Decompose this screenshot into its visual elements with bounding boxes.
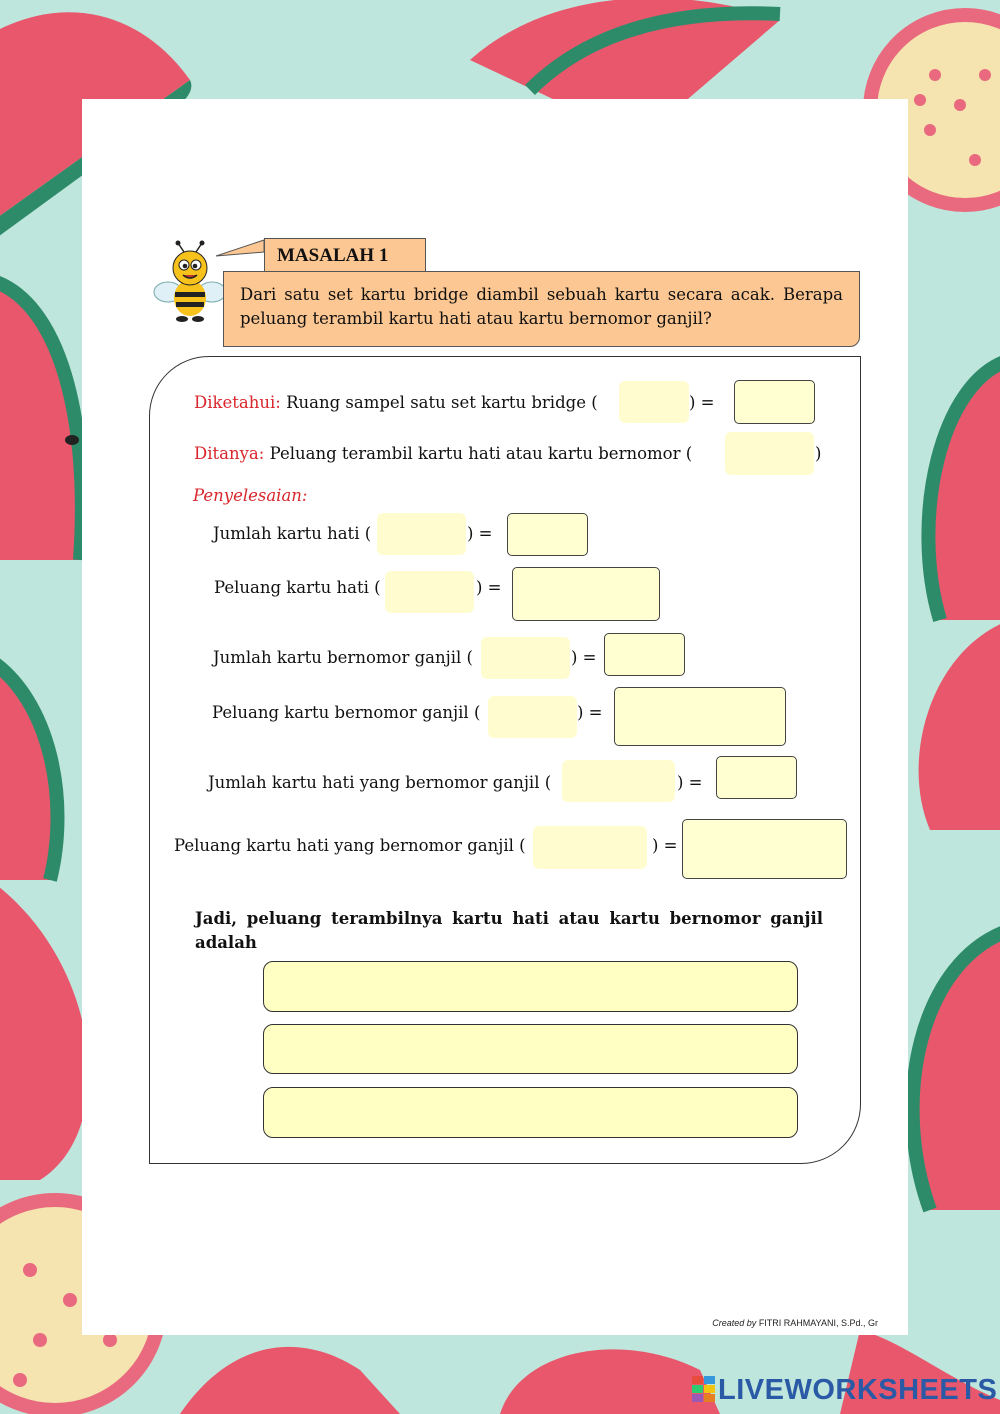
row-jumlah-hati-after: ) = (467, 524, 493, 543)
diketahui-line (194, 393, 598, 412)
logo-blocks-icon (692, 1376, 716, 1402)
credit-line (712, 1318, 878, 1328)
jumlah-ganjil-answer[interactable] (604, 633, 685, 676)
row-jumlah-hati-ganjil: Jumlah kartu hati yang bernomor ganjil ( (208, 773, 552, 792)
speech-pointer (214, 238, 266, 262)
row-peluang-hati-after: ) = (476, 578, 502, 597)
conclusion-answer-1[interactable] (263, 961, 798, 1012)
row-jumlah-ganjil: Jumlah kartu bernomor ganjil ( (213, 648, 473, 667)
penyelesaian-label: Penyelesaian: (193, 486, 308, 505)
row-peluang-ganjil: Peluang kartu bernomor ganjil ( (212, 703, 481, 722)
peluang-hati-ganjil-symbol-input[interactable] (533, 826, 647, 869)
diketahui-after: ) = (689, 393, 715, 412)
peluang-hati-symbol-input[interactable] (385, 571, 474, 613)
jumlah-hati-answer[interactable] (507, 513, 588, 556)
diketahui-text: Ruang sampel satu set kartu bridge ( (286, 393, 598, 412)
row-jumlah-ganjil-after: ) = (571, 648, 597, 667)
row-jumlah-hati-ganjil-after: ) = (677, 773, 703, 792)
row-peluang-hati-ganjil-after: ) = (652, 836, 678, 855)
ditanya-symbol-input[interactable] (725, 432, 814, 475)
peluang-ganjil-answer[interactable] (614, 687, 786, 746)
ditanya-after: ) (815, 444, 822, 463)
diketahui-label: Diketahui: (194, 393, 281, 412)
problem-title: MASALAH 1 (264, 238, 426, 272)
credit-name: FITRI RAHMAYANI, S.Pd., Gr (758, 1318, 878, 1328)
peluang-hati-ganjil-answer[interactable] (682, 819, 847, 879)
jumlah-hati-ganjil-answer[interactable] (716, 756, 797, 799)
liveworksheets-logo (692, 1374, 998, 1406)
jumlah-hati-ganjil-symbol-input[interactable] (562, 760, 675, 802)
sample-space-answer[interactable] (734, 380, 815, 424)
row-peluang-hati-ganjil: Peluang kartu hati yang bernomor ganjil ( (174, 836, 526, 855)
jumlah-hati-symbol-input[interactable] (377, 513, 466, 555)
diketahui-symbol-input[interactable] (619, 381, 689, 423)
conclusion-text: Jadi, peluang terambilnya kartu hati atau kartu bernomor ganjil adalah (195, 909, 823, 952)
ditanya-text: Peluang terambil kartu hati atau kartu bernomor ( (269, 444, 693, 463)
peluang-hati-answer[interactable] (512, 567, 660, 621)
ditanya-label: Ditanya: (194, 444, 265, 463)
problem-statement: Dari satu set kartu bridge diambil sebuah kartu secara acak. Berapa peluang terambil kartu hati atau kartu bernomor ganjil? (223, 271, 860, 347)
row-peluang-hati: Peluang kartu hati ( (214, 578, 381, 597)
ditanya-line (194, 444, 692, 463)
row-peluang-ganjil-after: ) = (577, 703, 603, 722)
conclusion-answer-2[interactable] (263, 1024, 798, 1074)
conclusion-answer-3[interactable] (263, 1087, 798, 1138)
peluang-ganjil-symbol-input[interactable] (488, 696, 577, 738)
credit-prefix: Created by (712, 1318, 757, 1328)
logo-text: LIVEWORKSHEETS (718, 1374, 998, 1406)
jumlah-ganjil-symbol-input[interactable] (481, 637, 570, 679)
row-jumlah-hati: Jumlah kartu hati ( (213, 524, 372, 543)
